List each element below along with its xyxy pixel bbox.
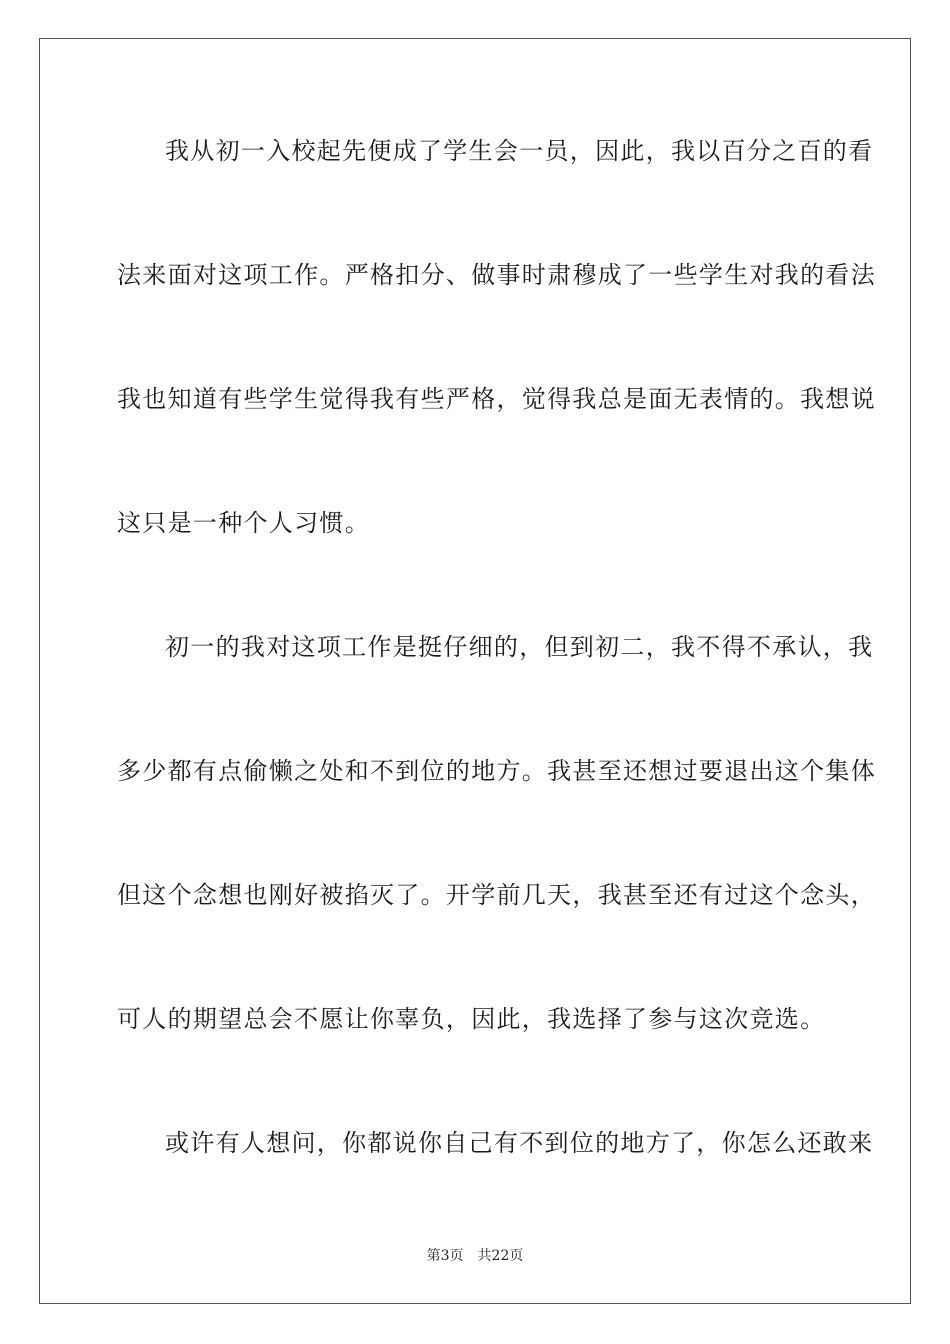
page-number: 第3页 xyxy=(426,1248,464,1264)
text-line-1: 我从初一入校起先便成了学生会一员，因此，我以百分之百的看 xyxy=(165,137,874,165)
text-line-8: 可人的期望总会不愿让你辜负，因此，我选择了参与这次竞选。 xyxy=(117,1005,826,1033)
text-line-4: 这只是一种个人习惯。 xyxy=(117,509,370,537)
text-line-9: 或许有人想问，你都说你自己有不到位的地方了，你怎么还敢来 xyxy=(165,1129,874,1157)
text-line-5: 初一的我对这项工作是挺仔细的，但到初二，我不得不承认，我 xyxy=(165,633,874,661)
text-line-3: 我也知道有些学生觉得我有些严格，觉得我总是面无表情的。我想说 xyxy=(117,385,876,413)
page-border xyxy=(39,38,911,1304)
text-line-7: 但这个念想也刚好被掐灭了。开学前几天，我甚至还有过这个念头， xyxy=(117,881,876,909)
page-footer xyxy=(0,1246,950,1266)
text-line-2: 法来面对这项工作。严格扣分、做事时肃穆成了一些学生对我的看法 xyxy=(117,261,876,289)
text-line-6: 多少都有点偷懒之处和不到位的地方。我甚至还想过要退出这个集体 xyxy=(117,757,876,785)
page-total: 共22页 xyxy=(477,1248,524,1264)
